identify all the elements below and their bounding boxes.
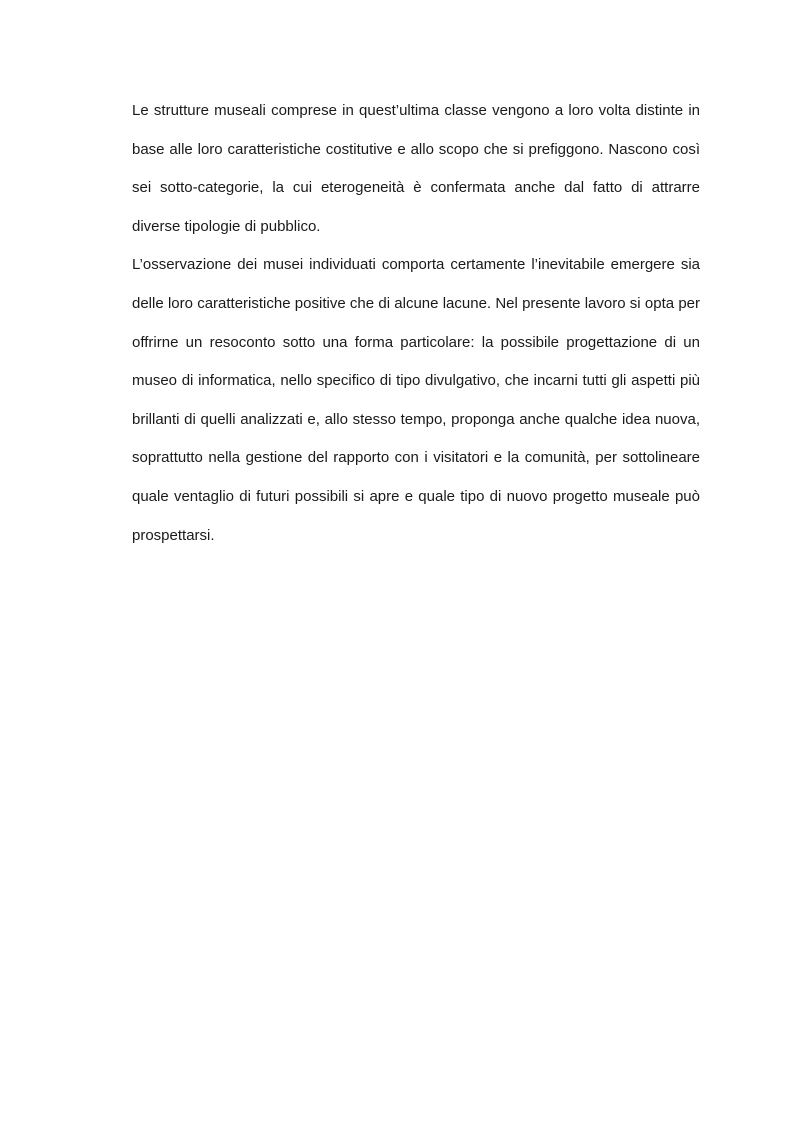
paragraph-museum-categories: Le strutture museali comprese in quest’ultima classe vengono a loro volta distinte in base alle loro caratteristiche costitutive e allo scopo che si prefiggono. Nascono così sei sotto-categorie, la cui eterogeneità è confermata anche dal fatto di attrarre diverse tipologie di pubblico.	[132, 102, 700, 235]
paragraph-museum-observation: L’osservazione dei musei individuati comporta certamente l’inevitabile emergere sia delle loro caratteristiche positive che di alcune lacune. Nel presente lavoro si opta per offrirne un resoconto sotto una forma particolare: la possibile progettazione di un museo di informatica, nello specifico di tipo divulgativo, che incarni tutti gli aspetti più brillanti di quelli analizzati e, allo stesso tempo, proponga anche qualche idea nuova, soprattutto nella gestione del rapporto con i visitatori e la comunità, per sottolineare quale ventaglio di futuri possibili si apre e quale tipo di nuovo progetto museale può prospettarsi.	[132, 256, 700, 544]
body-text	[132, 92, 700, 555]
